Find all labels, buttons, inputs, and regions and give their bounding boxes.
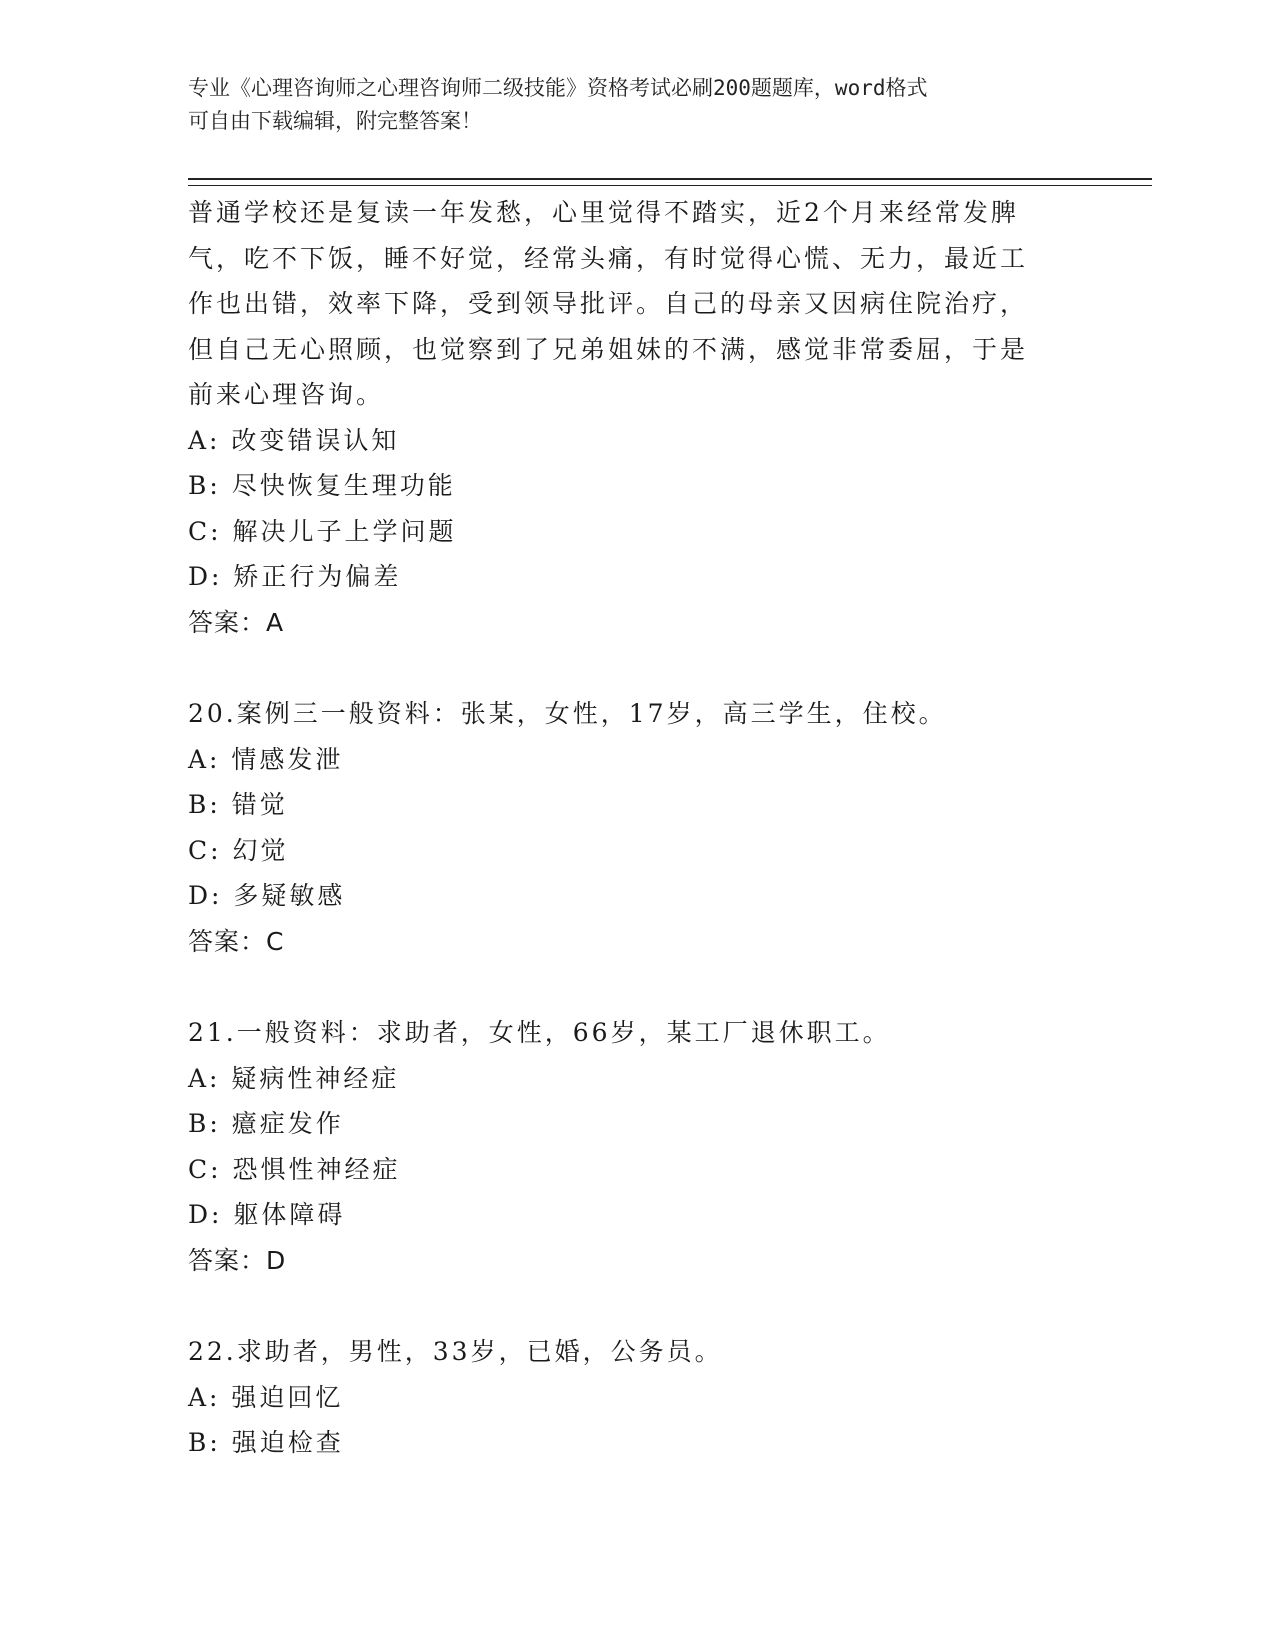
option-c: C: 幻觉 [188,835,289,865]
option-a: A: 强迫回忆 [188,1382,344,1412]
answer-line: 答案：C [188,926,285,956]
continued-text-line: 普通学校还是复读一年发愁，心里觉得不踏实，近2个月来经常发脾 [188,198,1019,227]
option-d: D: 多疑敏感 [188,881,346,910]
header-line-2: 可自由下载编辑，附完整答案！ [188,109,482,133]
question-22 [188,1329,1068,1466]
option-a: A: 改变错误认知 [188,425,400,455]
continued-text-line: 前来心理咨询。 [188,380,385,409]
question-21 [188,1010,1068,1283]
continued-text-line: 但自己无心照顾，也觉察到了兄弟姐妹的不满，感觉非常委屈，于是 [188,334,1029,364]
option-d: D: 矫正行为偏差 [188,562,402,591]
page-header [188,72,1068,138]
header-divider [188,178,1152,186]
option-a: A: 情感发泄 [188,744,344,774]
continued-text-line: 气，吃不下饭，睡不好觉，经常头痛，有时觉得心慌、无力，最近工 [188,243,1029,273]
option-b: B: 尽快恢复生理功能 [188,471,456,500]
question-stem: 22.求助者，男性，33岁，已婚，公务员。 [188,1337,723,1366]
question-stem: 20.案例三一般资料：张某，女性，17岁，高三学生，住校。 [188,699,947,728]
question-stem: 21.一般资料：求助者，女性，66岁，某工厂退休职工。 [188,1018,891,1047]
option-a: A: 疑病性神经症 [188,1063,400,1093]
document-body [188,190,1068,1466]
question-20 [188,691,1068,964]
option-b: B: 错觉 [188,790,288,819]
header-line-1: 专业《心理咨询师之心理咨询师二级技能》资格考试必刷200题题库，word格式 [188,76,928,100]
answer-line: 答案：D [188,1245,287,1275]
option-c: C: 解决儿子上学问题 [188,516,457,546]
option-d: D: 躯体障碍 [188,1200,346,1229]
option-c: C: 恐惧性神经症 [188,1154,401,1184]
continued-text-line: 作也出错，效率下降，受到领导批评。自己的母亲又因病住院治疗， [188,289,1029,318]
answer-line: 答案：A [188,607,285,637]
option-b: B: 癔症发作 [188,1109,344,1138]
option-b: B: 强迫检查 [188,1428,344,1457]
continued-question [188,190,1068,645]
